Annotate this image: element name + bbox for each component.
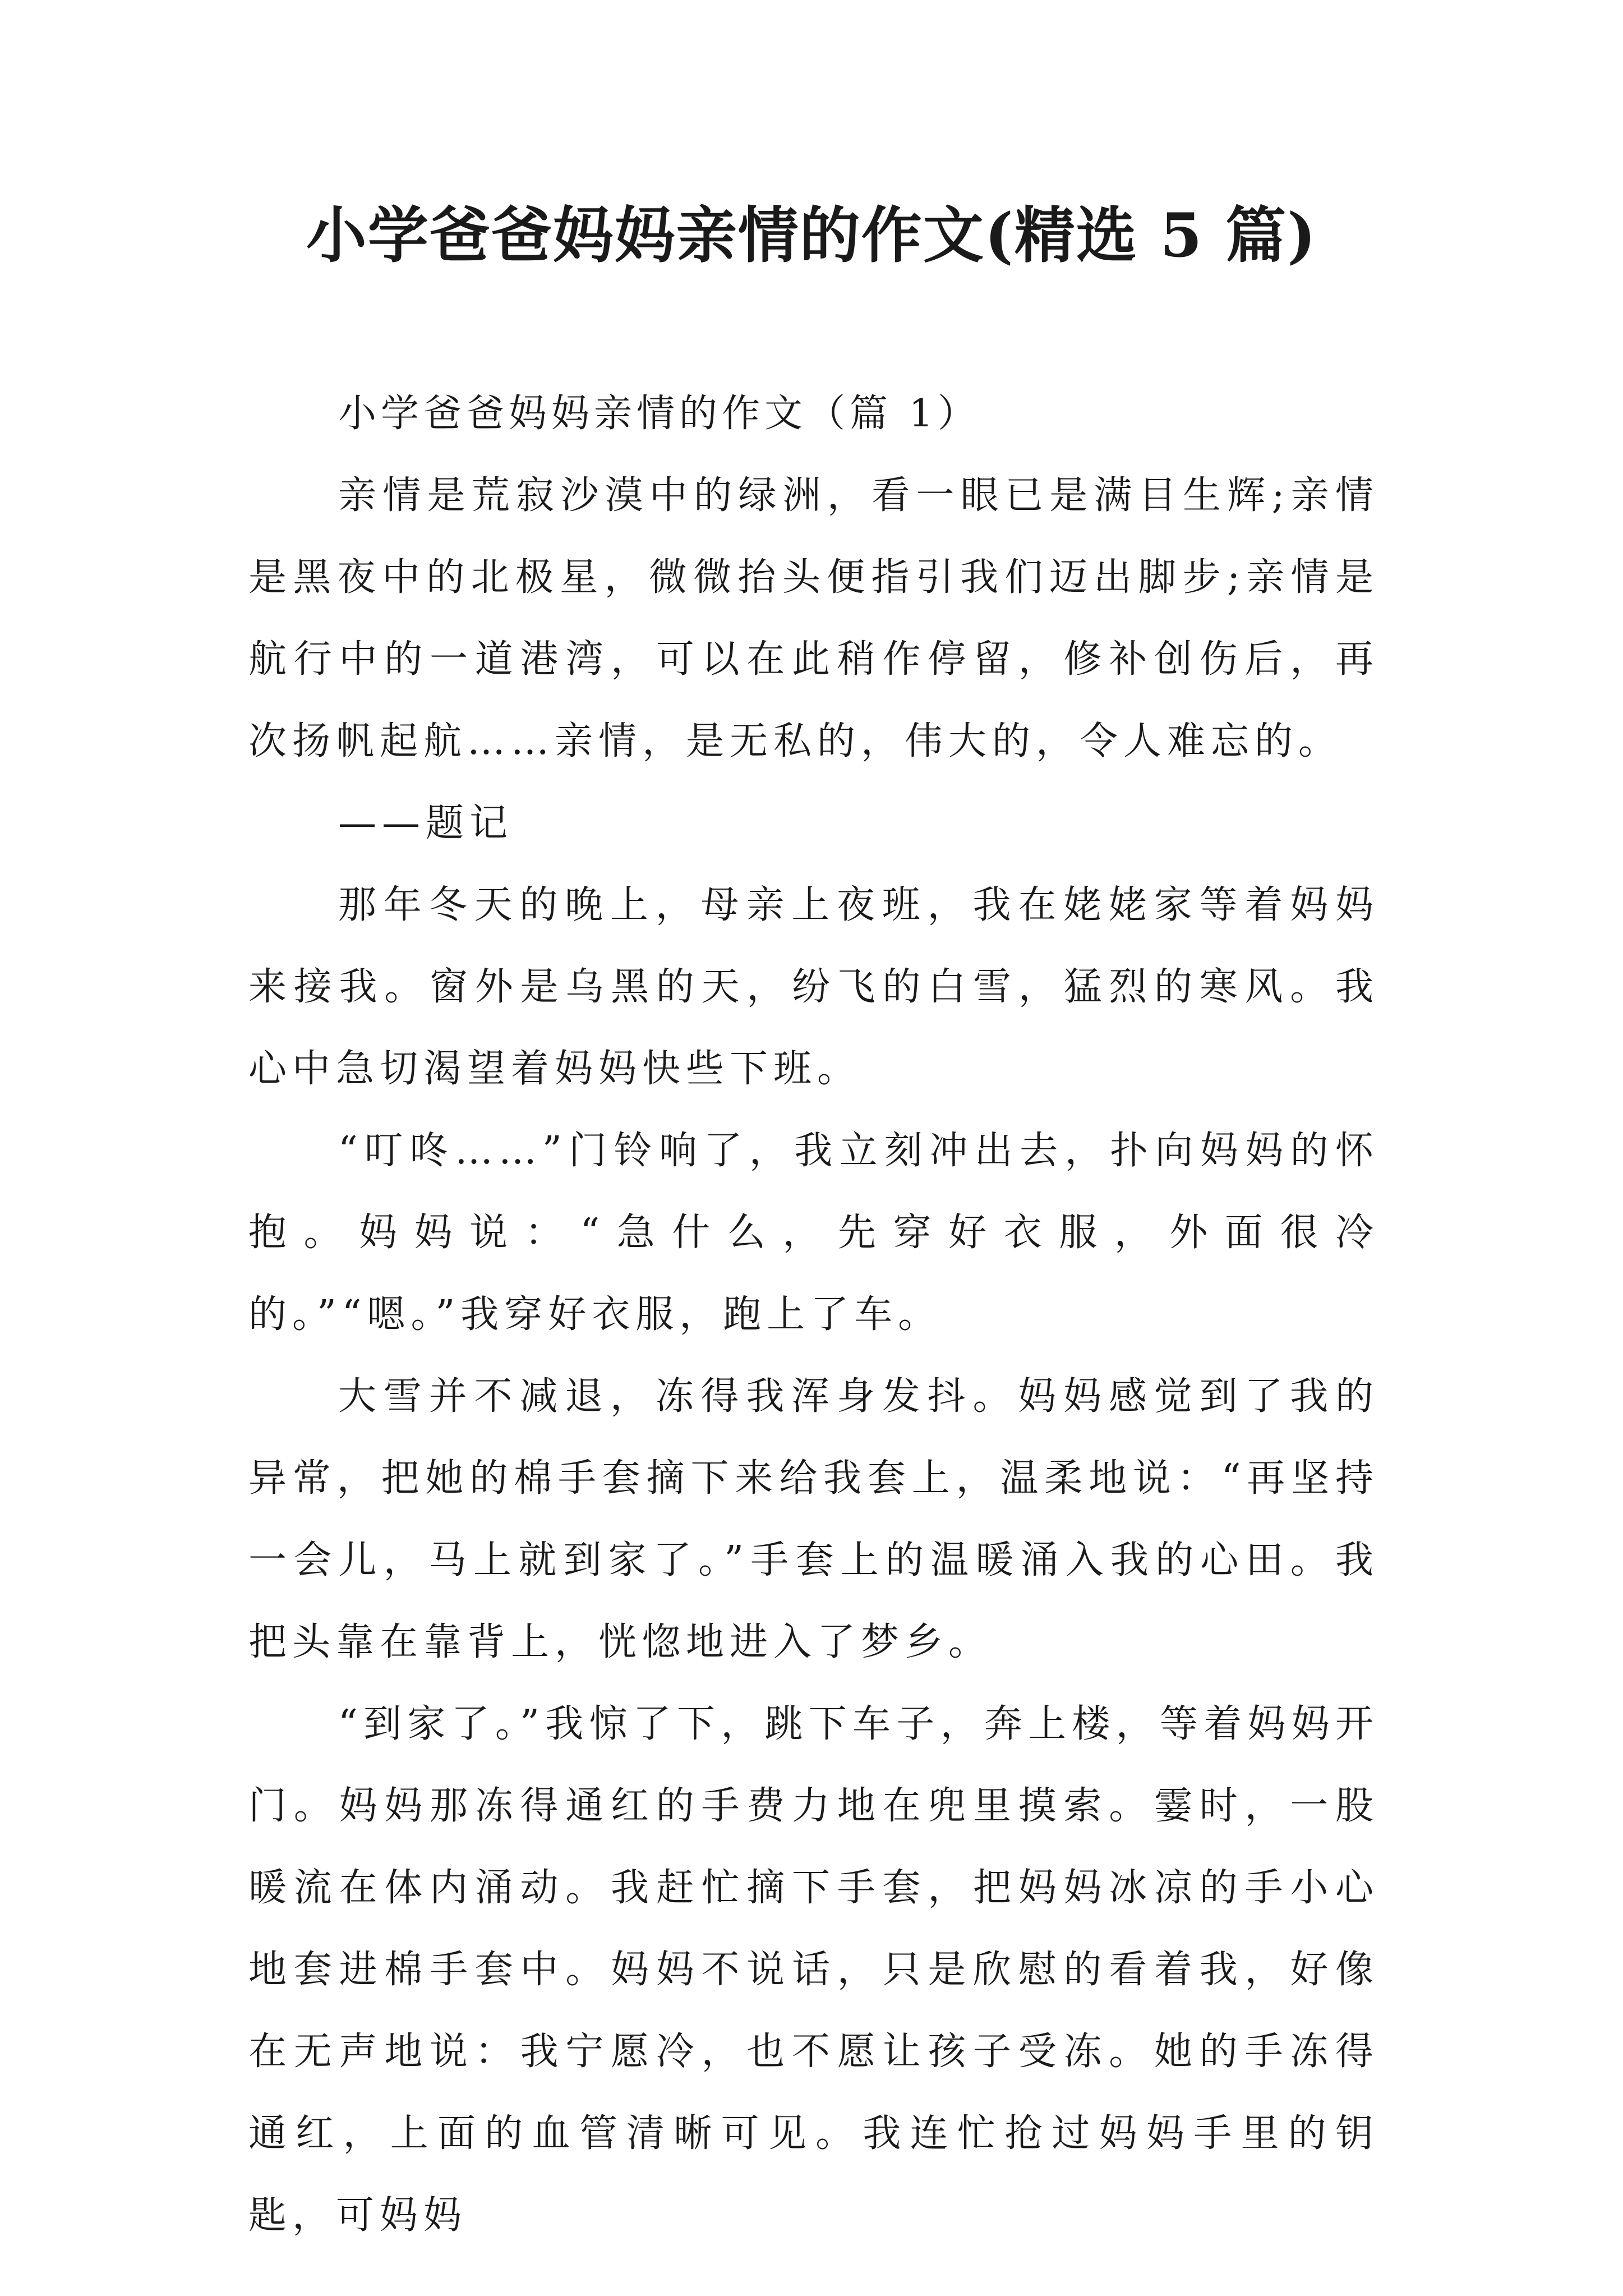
section-heading: 小学爸爸妈妈亲情的作文（篇 1） bbox=[338, 392, 980, 436]
body-paragraph: “到家了。”我惊了下，跳下车子，奔上楼，等着妈妈开门。妈妈那冻得通红的手费力地在兜里摸索。霎时，一股暖流在体内涌动。我赶忙摘下手套，把妈妈冰凉的手小心地套进棉手套中。妈妈不说话，只是欣慰的看着我，好像在无声地说：我宁愿冷，也不愿让孩子受冻。她的手冻得通红，上面的血管清晰可见。我连忙抢过妈妈手里的钥匙，可妈妈 bbox=[248, 1702, 1379, 2238]
body-paragraph: 那年冬天的晚上，母亲上夜班，我在姥姥家等着妈妈来接我。窗外是乌黑的天，纷飞的白雪，猛烈的寒风。我心中急切渴望着妈妈快些下班。 bbox=[248, 883, 1379, 1091]
document-title: 小学爸爸妈妈亲情的作文(精选 5 篇) bbox=[306, 200, 1317, 271]
epigraph-attribution: ——题记 bbox=[338, 801, 514, 845]
body-paragraph: 亲情是荒寂沙漠中的绿洲，看一眼已是满目生辉;亲情是黑夜中的北极星，微微抬头便指引我们迈出脚步;亲情是航行中的一道港湾，可以在此稍作停留，修补创伤后，再次扬帆起航……亲情，是无私的，伟大的，令人难忘的。 bbox=[248, 473, 1379, 763]
body-paragraph: 大雪并不减退，冻得我浑身发抖。妈妈感觉到了我的异常，把她的棉手套摘下来给我套上，温柔地说：“再坚持一会儿，马上就到家了。”手套上的温暖涌入我的心田。我把头靠在靠背上，恍惚地进入了梦乡。 bbox=[248, 1374, 1379, 1664]
body-paragraph: “叮咚……”门铃响了，我立刻冲出去，扑向妈妈的怀抱。妈妈说：“急什么，先穿好衣服，外面很冷的。”“嗯。”我穿好衣服，跑上了车。 bbox=[248, 1129, 1379, 1337]
document-body bbox=[248, 373, 1379, 2257]
